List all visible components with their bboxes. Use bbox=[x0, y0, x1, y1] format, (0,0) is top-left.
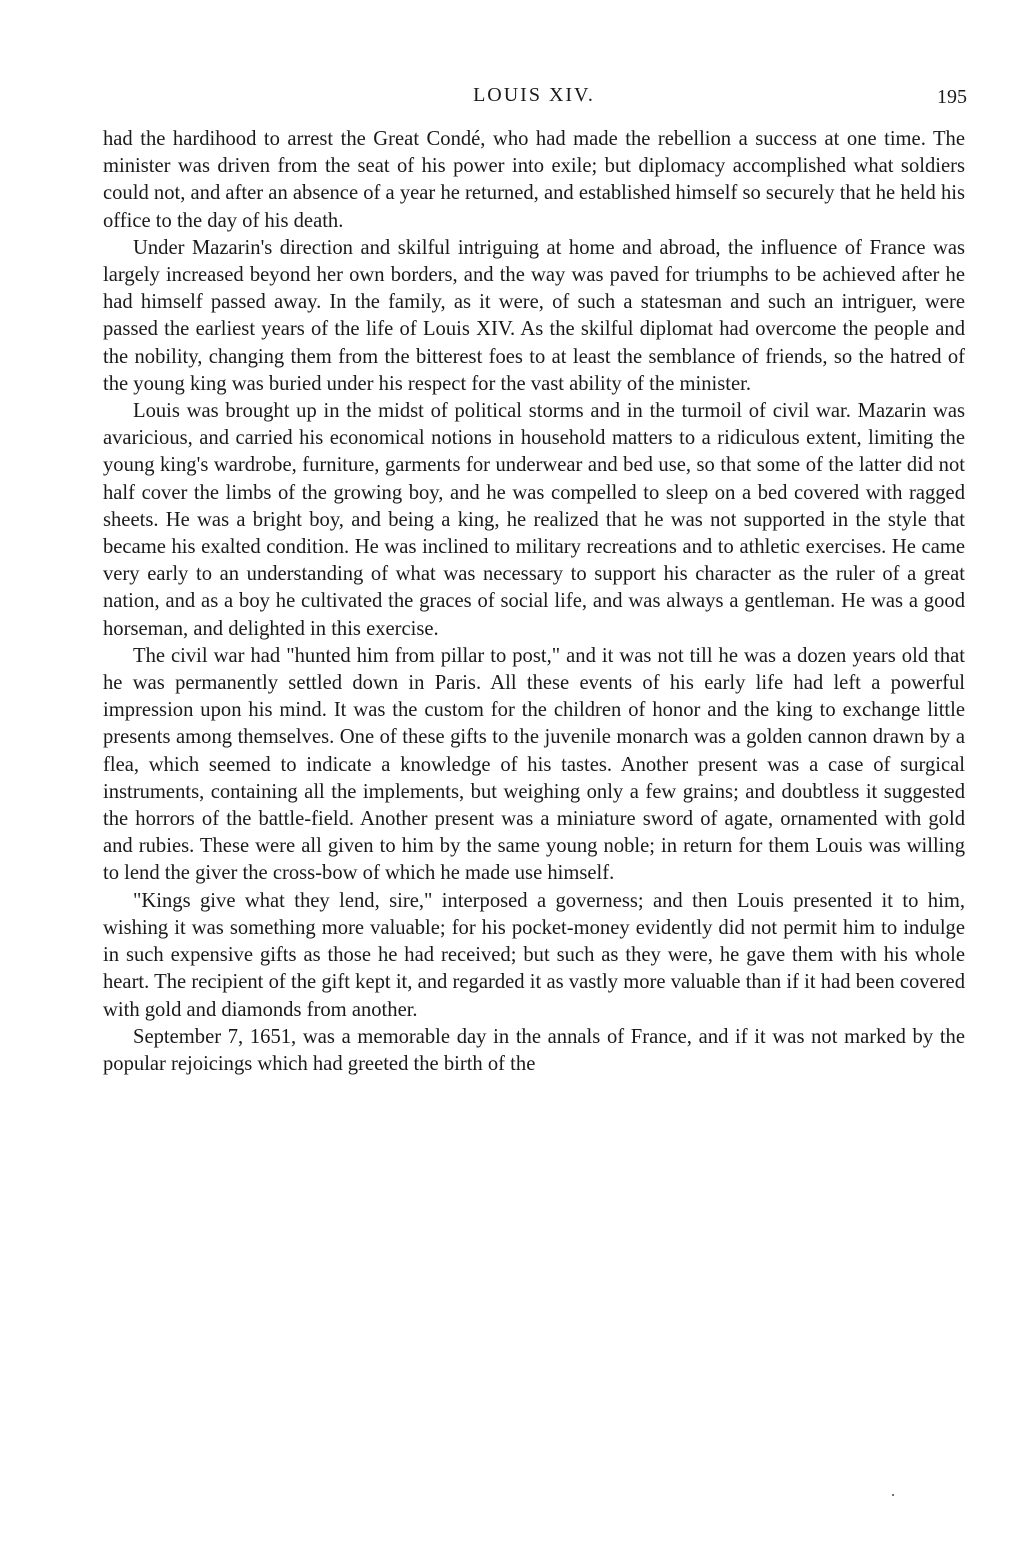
page-number: 195 bbox=[937, 86, 967, 108]
ink-speck bbox=[892, 1494, 894, 1496]
body-text bbox=[103, 126, 965, 1078]
paragraph: Under Mazarin's direction and skilful intriguing at home and abroad, the influence of France was largely increased beyond her own borders, and the way was paved for triumphs to be achieved after he had himself passed away. In the family, as it were, of such a statesman and such an intriguer, were passed the earliest years of the life of Louis XIV. As the skilful diplomat had overcome the people and the nobility, changing them from the bitterest foes to at least the semblance of friends, so the hatred of the young king was buried under his respect for the vast ability of the minister. bbox=[103, 236, 965, 395]
paragraph: "Kings give what they lend, sire," interposed a governess; and then Louis presented it to him, wishing it was something more valuable; for his pocket-money evidently did not permit him to indulge in such expensive gifts as those he had received; but such as they were, he gave them with his whole heart. The recipient of the gift kept it, and regarded it as vastly more valuable than if it had been covered with gold and diamonds from another. bbox=[103, 889, 965, 1021]
page-header bbox=[103, 84, 965, 116]
book-page bbox=[103, 84, 965, 1078]
running-title: LOUIS XIV. bbox=[473, 84, 595, 106]
paragraph: The civil war had "hunted him from pillar to post," and it was not till he was a dozen years old that he was permanently settled down in Paris. All these events of his early life had left a powerful impression upon his mind. It was the custom for the children of honor and the king to exchange little presents among themselves. One of these gifts to the juvenile monarch was a golden cannon drawn by a flea, which seemed to indicate a knowledge of his tastes. Another present was a case of surgical instruments, containing all the implements, but weighing only a few grains; and doubtless it suggested the horrors of the battle-field. Another present was a miniature sword of agate, ornamented with gold and rubies. These were all given to him by the same young noble; in return for them Louis was willing to lend the giver the cross-bow of which he made use himself. bbox=[103, 644, 965, 885]
paragraph: Louis was brought up in the midst of political storms and in the turmoil of civil war. Mazarin was avaricious, and carried his economical notions in household matters to a ridiculous extent, limiting the young king's wardrobe, furniture, garments for underwear and bed use, so that some of the latter did not half cover the limbs of the growing boy, and he was compelled to sleep on a bed covered with ragged sheets. He was a bright boy, and being a king, he realized that he was not supported in the style that became his exalted condition. He was inclined to military recreations and to athletic exercises. He came very early to an understanding of what was necessary to support his character as the ruler of a great nation, and as a boy he cultivated the graces of social life, and was always a gentleman. He was a good horseman, and delighted in this exercise. bbox=[103, 400, 965, 640]
paragraph: September 7, 1651, was a memorable day in the annals of France, and if it was not marked by the popular rejoicings which had greeted the birth of the bbox=[103, 1025, 965, 1075]
paragraph: had the hardihood to arrest the Great Condé, who had made the rebellion a success at one time. The minister was driven from the seat of his power into exile; but diplomacy accomplished what soldiers could not, and after an absence of a year he returned, and established himself so securely that he held his office to the day of his death. bbox=[103, 128, 965, 232]
